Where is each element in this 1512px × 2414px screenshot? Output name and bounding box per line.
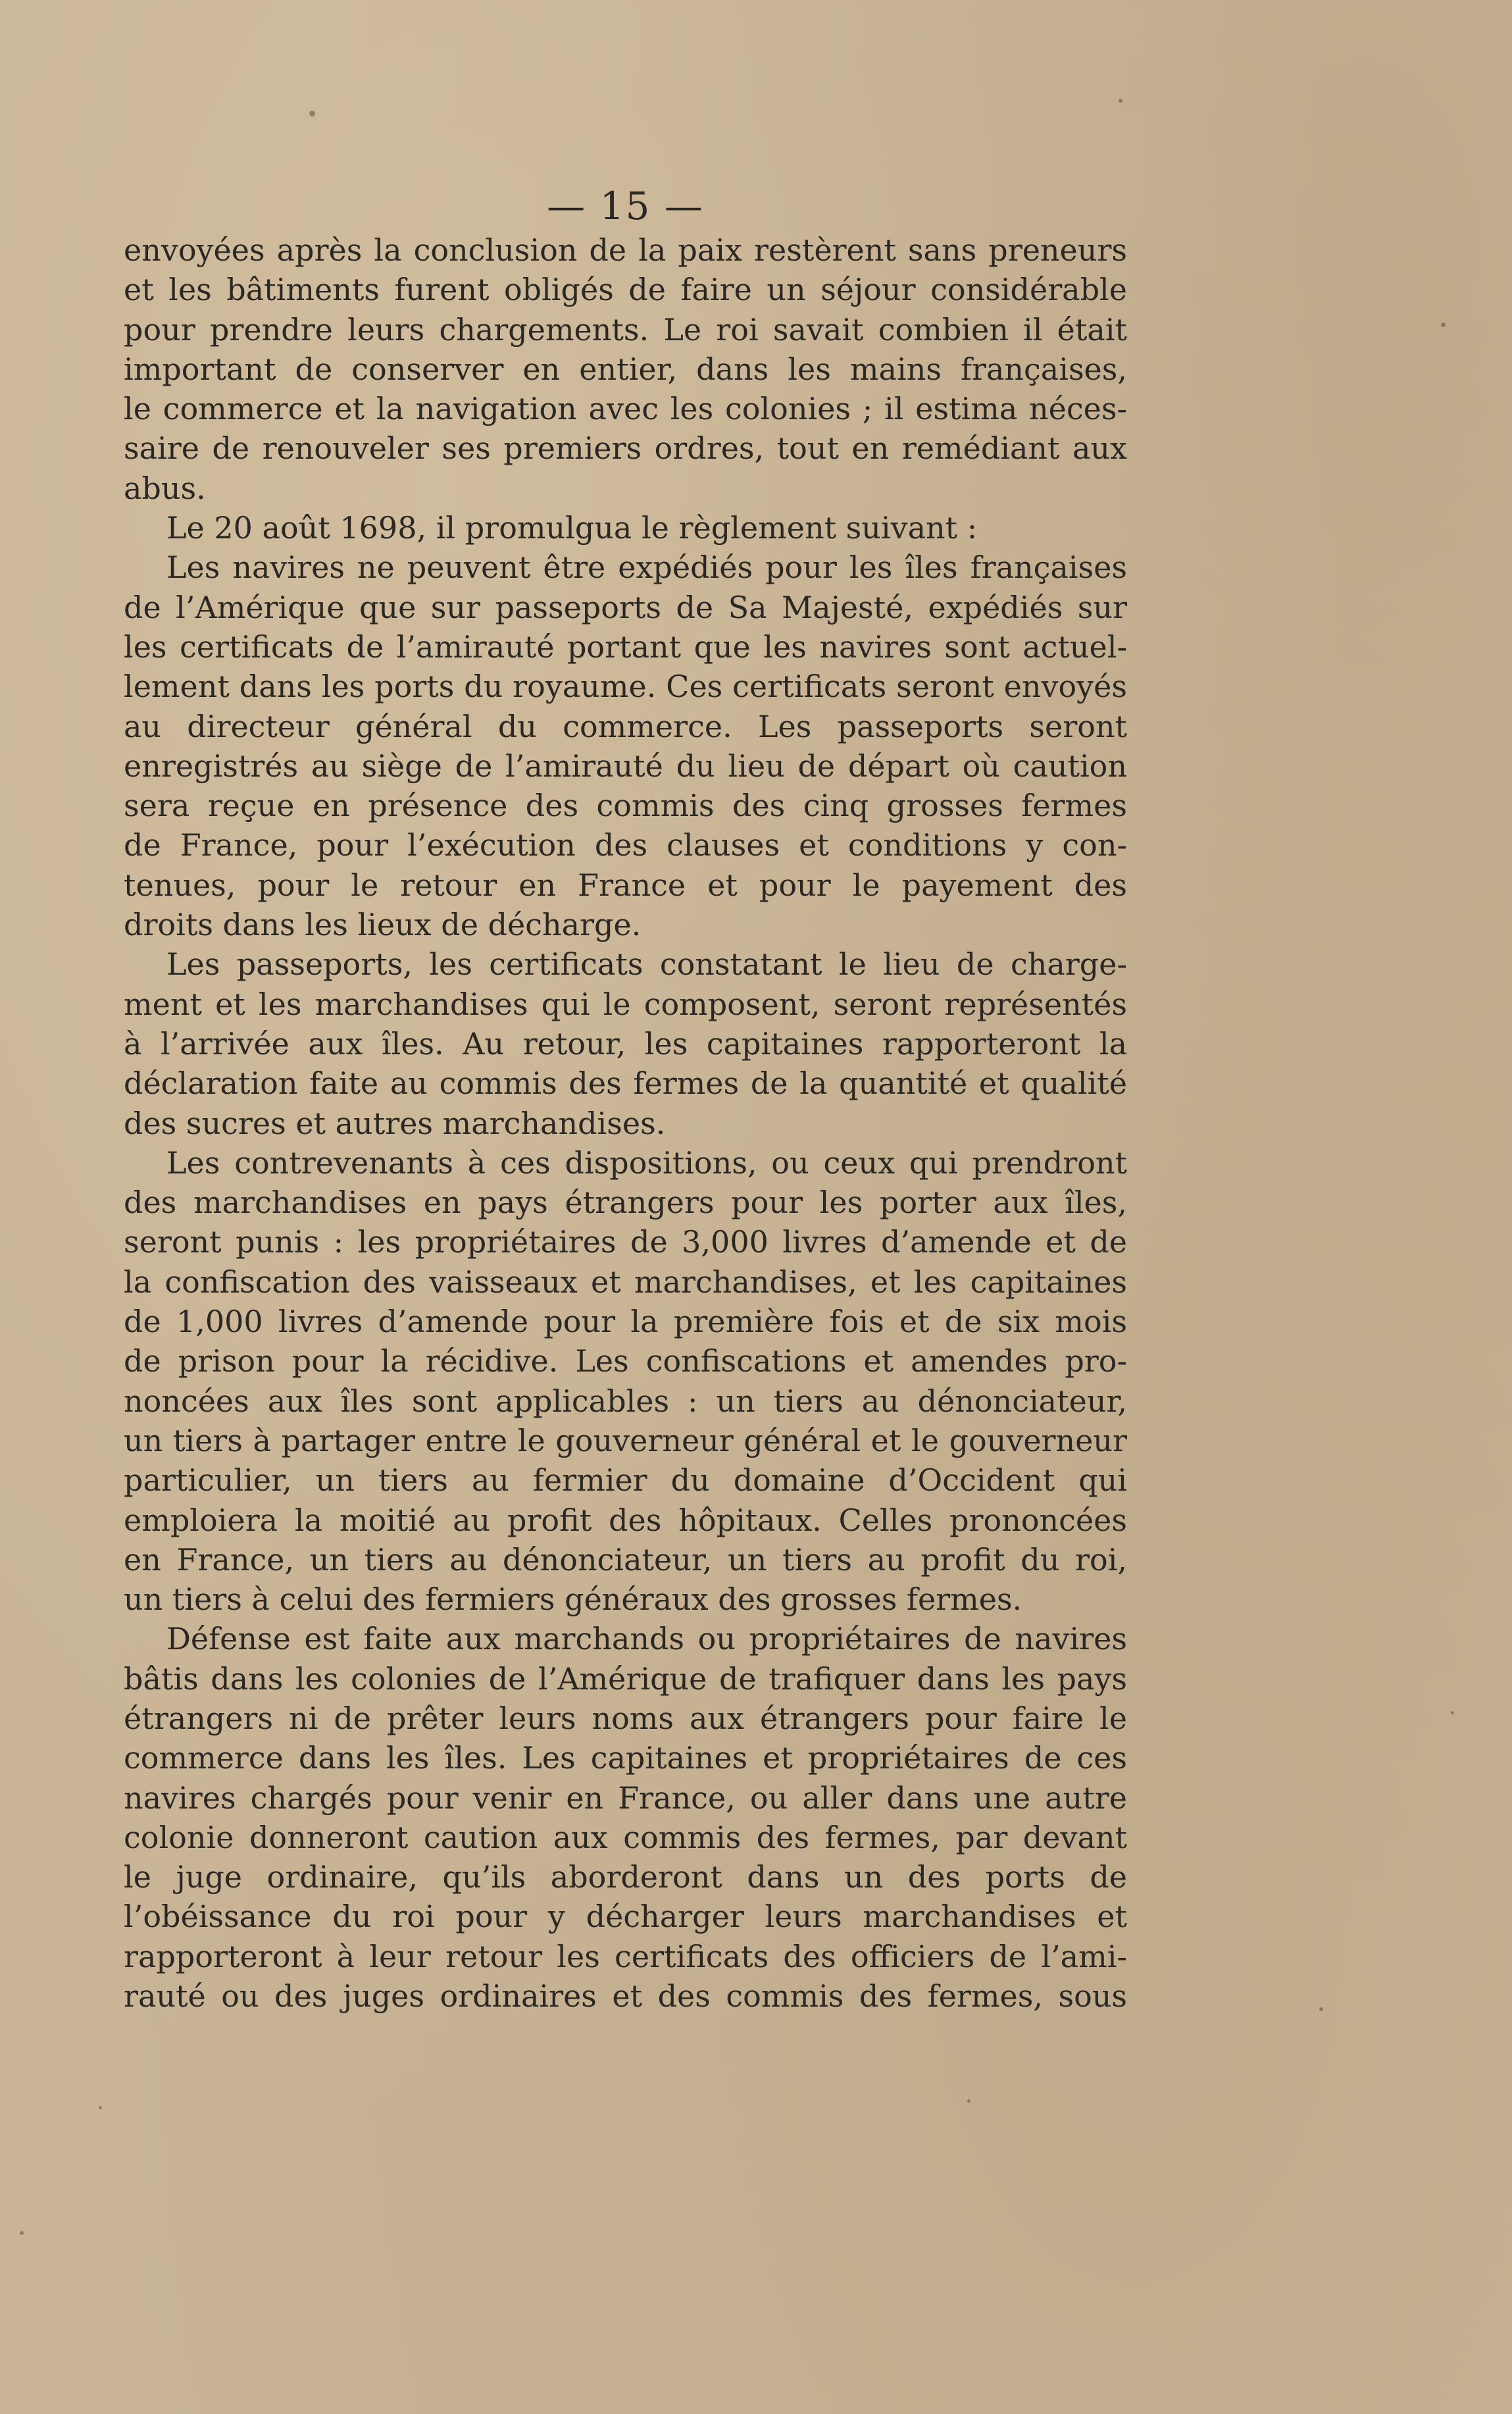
text-line: navires chargés pour venir en France, ou aller dans une autre bbox=[124, 1780, 1127, 1816]
text-line: de France, pour l’exécution des clauses et conditions y con- bbox=[124, 827, 1127, 863]
text-line: pour prendre leurs chargements. Le roi savait combien il était bbox=[124, 311, 1127, 347]
body-text bbox=[124, 230, 1127, 2016]
paper-speck bbox=[309, 111, 315, 116]
text-line: colonie donneront caution aux commis des fermes, par devant bbox=[124, 1819, 1127, 1855]
text-line: des marchandises en pays étrangers pour les porter aux îles, bbox=[124, 1185, 1127, 1221]
text-line: envoyées après la conclusion de la paix restèrent sans preneurs bbox=[124, 232, 1127, 268]
paper-speck bbox=[20, 2231, 24, 2235]
paper-speck bbox=[967, 2099, 970, 2103]
text-line: Les navires ne peuvent être expédiés pour les îles françaises bbox=[166, 550, 1127, 586]
text-line: ment et les marchandises qui le composent, seront représentés bbox=[124, 986, 1127, 1022]
text-line: l’obéissance du roi pour y décharger leurs marchandises et bbox=[124, 1899, 1127, 1935]
text-line: droits dans les lieux de décharge. bbox=[124, 907, 642, 943]
text-line: seront punis : les propriétaires de 3,000 livres d’amende et de bbox=[124, 1224, 1127, 1260]
paper-speck bbox=[99, 2106, 102, 2109]
text-line: la confiscation des vaisseaux et marchandises, et les capitaines bbox=[124, 1264, 1127, 1300]
text-line: rauté ou des juges ordinaires et des commis des fermes, sous bbox=[124, 1978, 1127, 2015]
text-line: à l’arrivée aux îles. Au retour, les capitaines rapporteront la bbox=[124, 1025, 1127, 1062]
text-line: des sucres et autres marchandises. bbox=[124, 1105, 666, 1141]
text-line: de prison pour la récidive. Les confiscations et amendes pro- bbox=[124, 1343, 1127, 1379]
text-line: Le 20 août 1698, il promulgua le règlement suivant : bbox=[166, 510, 978, 546]
text-line: Défense est faite aux marchands ou propriétaires de navires bbox=[166, 1621, 1127, 1657]
text-line: un tiers à partager entre le gouverneur général et le gouverneur bbox=[124, 1422, 1127, 1458]
text-line: sera reçue en présence des commis des cinq grosses fermes bbox=[124, 788, 1127, 824]
text-line: un tiers à celui des fermiers généraux des grosses fermes. bbox=[124, 1581, 1022, 1618]
paper-speck bbox=[1319, 2007, 1323, 2011]
text-line: lement dans les ports du royaume. Ces certificats seront envoyés bbox=[124, 669, 1127, 705]
text-line: déclaration faite au commis des fermes de la quantité et qualité bbox=[124, 1066, 1127, 1102]
text-line: tenues, pour le retour en France et pour le payement des bbox=[124, 867, 1127, 903]
text-line: saire de renouveler ses premiers ordres, tout en remédiant aux bbox=[124, 430, 1127, 467]
text-line: de 1,000 livres d’amende pour la première fois et de six mois bbox=[124, 1304, 1127, 1340]
text-line: enregistrés au siège de l’amirauté du lieu de départ où caution bbox=[124, 748, 1127, 784]
text-line: commerce dans les îles. Les capitaines et propriétaires de ces bbox=[124, 1740, 1127, 1776]
book-page bbox=[124, 0, 1127, 2414]
text-line: le commerce et la navigation avec les colonies ; il estima néces- bbox=[124, 391, 1127, 427]
text-line: important de conserver en entier, dans les mains françaises, bbox=[124, 351, 1127, 387]
text-line: abus. bbox=[124, 470, 206, 506]
text-line: bâtis dans les colonies de l’Amérique de trafiquer dans les pays bbox=[124, 1660, 1127, 1697]
text-line: Les passeports, les certificats constatant le lieu de charge- bbox=[166, 946, 1127, 983]
text-line: le juge ordinaire, qu’ils aborderont dans un des ports de bbox=[124, 1859, 1127, 1895]
paper-speck bbox=[1451, 1711, 1454, 1714]
text-line: noncées aux îles sont applicables : un tiers au dénonciateur, bbox=[124, 1383, 1127, 1419]
text-line: les certificats de l’amirauté portant que les navires sont actuel- bbox=[124, 629, 1127, 665]
text-line: étrangers ni de prêter leurs noms aux étrangers pour faire le bbox=[124, 1700, 1127, 1736]
paper-speck bbox=[1441, 322, 1446, 327]
text-line: et les bâtiments furent obligés de faire un séjour considérable bbox=[124, 272, 1127, 308]
text-line: de l’Amérique que sur passeports de Sa Majesté, expédiés sur bbox=[124, 589, 1127, 625]
text-line: en France, un tiers au dénonciateur, un tiers au profit du roi, bbox=[124, 1541, 1127, 1578]
text-line: au directeur général du commerce. Les passeports seront bbox=[124, 708, 1127, 744]
text-line: emploiera la moitié au profit des hôpitaux. Celles prononcées bbox=[124, 1502, 1127, 1538]
text-line: Les contrevenants à ces dispositions, ou ceux qui prendront bbox=[166, 1144, 1127, 1181]
text-line: rapporteront à leur retour les certificats des officiers de l’ami- bbox=[124, 1938, 1127, 1974]
page-number: — 15 — bbox=[547, 184, 704, 228]
paper-speck bbox=[1119, 99, 1122, 103]
text-line: particulier, un tiers au fermier du domaine d’Occident qui bbox=[124, 1462, 1127, 1499]
